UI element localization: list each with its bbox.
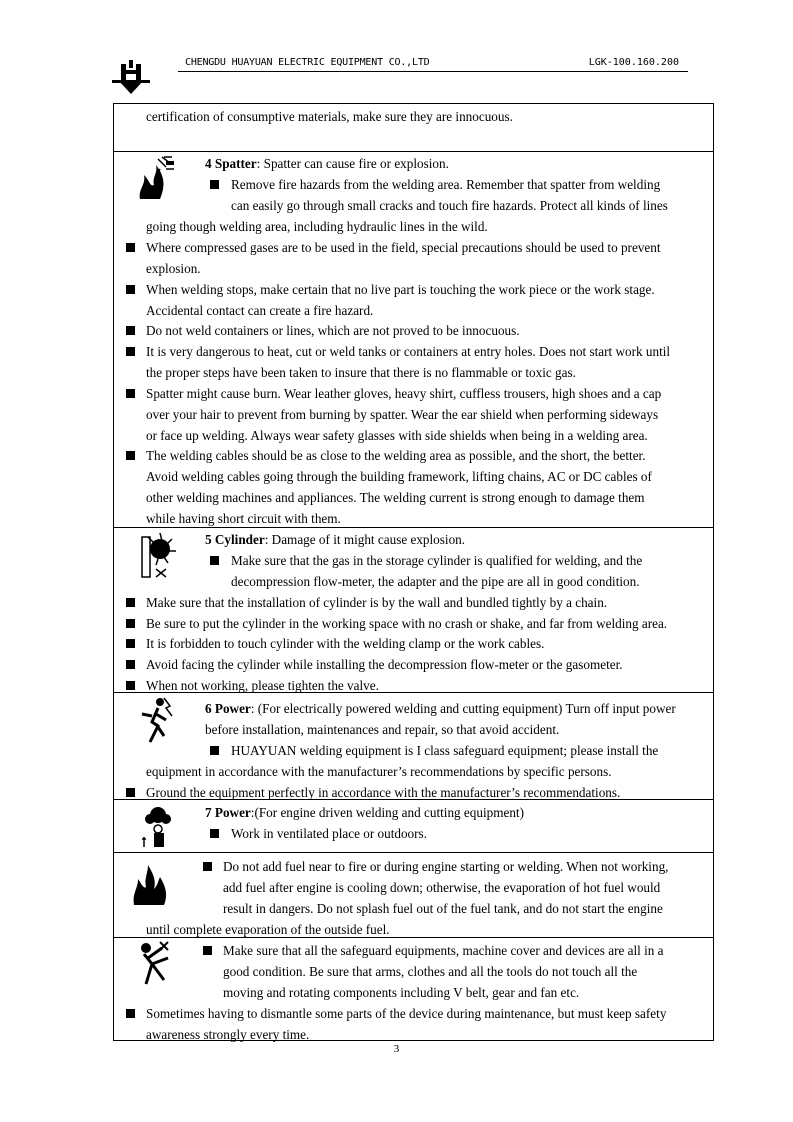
bullet — [203, 862, 212, 871]
spatter-fire-icon — [136, 155, 176, 201]
cylinder-title: 5 Cylinder — [205, 532, 265, 547]
spatter-line-4: explosion. — [146, 261, 201, 276]
power6-line-1: HUAYUAN welding equipment is I class safeguard equipment; please install the — [231, 743, 659, 758]
cylinder-line-3: Be sure to put the cylinder in the working space with no crash or shake, and far from welding area. — [146, 616, 668, 631]
bullet — [126, 619, 135, 628]
power7-section — [114, 799, 713, 852]
cylinder-line-5: Avoid facing the cylinder while installing the decompression flow-meter or the gasometer. — [146, 657, 623, 672]
power6-title: 6 Power — [205, 701, 251, 716]
bullet — [126, 326, 135, 335]
bullet — [126, 681, 135, 690]
spatter-line-7: Do not weld containers or lines, which are not proved to be innocuous. — [146, 323, 520, 338]
bullet — [126, 389, 135, 398]
cylinder-section — [114, 527, 713, 693]
power6-subtitle: : (For electrically powered welding and cutting equipment) Turn off input power — [250, 701, 676, 716]
fire-flame-icon — [132, 863, 168, 905]
spatter-line-10: Spatter might cause burn. Wear leather gloves, heavy shirt, cuffless trousers, high shoes and a cap — [146, 386, 662, 401]
electric-shock-icon — [138, 696, 174, 744]
company-name: CHENGDU HUAYUAN ELECTRIC EQUIPMENT CO.,LTD — [185, 57, 430, 68]
bullet — [126, 639, 135, 648]
fuel-line-0: Do not add fuel near to fire or during engine starting or welding. When not working, — [223, 859, 669, 874]
model-number: LGK-100.160.200 — [588, 57, 679, 68]
bullet — [126, 660, 135, 669]
fuel-line-1: add fuel after engine is cooling down; otherwise, the evaporation of hot fuel would — [223, 880, 661, 895]
power6-section — [114, 692, 713, 799]
fuel-line-3: until complete evaporation of the outside fuel. — [146, 922, 390, 937]
spatter-line-14: Avoid welding cables going through the building framework, lifting chains, AC or DC cables of — [146, 469, 652, 484]
bullet — [210, 180, 219, 189]
spatter-line-3: Where compressed gases are to be used in the field, special precautions should be used to prevent — [146, 240, 661, 255]
spatter-line-8: It is very dangerous to heat, cut or weld tanks or containers at entry holes. Does not start work until — [146, 344, 671, 359]
power7-title: 7 Power — [205, 805, 251, 820]
intro-row — [114, 104, 713, 152]
cylinder-line-0: Make sure that the gas in the storage cylinder is qualified for welding, and the — [231, 553, 643, 568]
spatter-line-11: over your hair to prevent from burning by spatter. Wear the ear shield when performing sideways — [146, 407, 659, 422]
header-rule — [178, 71, 688, 72]
bullet — [210, 556, 219, 565]
spatter-line-6: Accidental contact can create a fire hazard. — [146, 303, 374, 318]
moving-parts-section — [114, 937, 713, 1041]
bullet — [126, 347, 135, 356]
bullet — [126, 598, 135, 607]
moving-line-4: awareness strongly every time. — [146, 1027, 310, 1042]
spatter-line-9: the proper steps have been taken to insure that there is no flammable or toxic gas. — [146, 365, 576, 380]
cylinder-line-6: When not working, please tighten the valve. — [146, 678, 379, 693]
cylinder-subtitle: : Damage of it might cause explosion. — [264, 532, 466, 547]
intro-text: certification of consumptive materials, make sure they are innocuous. — [146, 109, 513, 124]
spatter-title: 4 Spatter — [205, 156, 257, 171]
bullet — [126, 243, 135, 252]
power6-line-0: before installation, maintenances and repair, so that avoid accident. — [205, 722, 560, 737]
spatter-subtitle: : Spatter can cause fire or explosion. — [256, 156, 449, 171]
moving-line-0: Make sure that all the safeguard equipments, machine cover and devices are all in a — [223, 943, 664, 958]
bullet — [203, 946, 212, 955]
power7-subtitle: :(For engine driven welding and cutting equipment) — [250, 805, 524, 820]
bullet — [210, 746, 219, 755]
moving-line-1: good condition. Be sure that arms, clothes and all the tools do not touch all the — [223, 964, 638, 979]
spatter-line-12: or face up welding. Always wear safety glasses with side shields when being in a welding area. — [146, 428, 648, 443]
spatter-line-2: going though welding area, including hydraulic lines in the wild. — [146, 219, 488, 234]
bullet — [126, 1009, 135, 1018]
bullet — [210, 829, 219, 838]
spatter-section — [114, 151, 713, 528]
engine-exhaust-icon — [140, 803, 176, 849]
fuel-line-2: result in dangers. Do not splash fuel out of the fuel tank, and do not start the engine — [223, 901, 663, 916]
moving-line-3: Sometimes having to dismantle some parts of the device during maintenance, but must keep safety — [146, 1006, 667, 1021]
moving-parts-icon — [138, 940, 172, 986]
power6-line-2: equipment in accordance with the manufacturer’s recommendations by specific persons. — [146, 764, 612, 779]
cylinder-line-4: It is forbidden to touch cylinder with the welding clamp or the work cables. — [146, 636, 545, 651]
spatter-line-1: can easily go through small cracks and touch fire hazards. Protect all kinds of lines — [231, 198, 668, 213]
cylinder-line-2: Make sure that the installation of cylinder is by the wall and bundled tightly by a chain. — [146, 595, 608, 610]
cylinder-line-1: decompression flow-meter, the adapter and the pipe are all in good condition. — [231, 574, 640, 589]
spatter-line-16: while having short circuit with them. — [146, 511, 341, 526]
safety-table — [113, 103, 714, 1041]
bullet — [126, 788, 135, 797]
spatter-line-13: The welding cables should be as close to the welding area as possible, and the short, the better. — [146, 448, 646, 463]
spatter-line-15: other welding machines and appliances. The welding current is strong enough to damage them — [146, 490, 645, 505]
page-number: 3 — [393, 1043, 400, 1055]
spatter-line-0: Remove fire hazards from the welding area. Remember that spatter from welding — [231, 177, 661, 192]
cylinder-explosion-icon — [136, 531, 176, 579]
moving-line-2: moving and rotating components including V belt, gear and fan etc. — [223, 985, 580, 1000]
spatter-line-5: When welding stops, make certain that no live part is touching the work piece or the work stage. — [146, 282, 655, 297]
bullet — [126, 285, 135, 294]
fuel-section — [114, 852, 713, 938]
power7-line-0: Work in ventilated place or outdoors. — [231, 826, 427, 841]
page-header — [113, 54, 687, 76]
power6-line-3: Ground the equipment perfectly in accordance with the manufacturer’s recommendations. — [146, 785, 621, 800]
bullet — [126, 451, 135, 460]
